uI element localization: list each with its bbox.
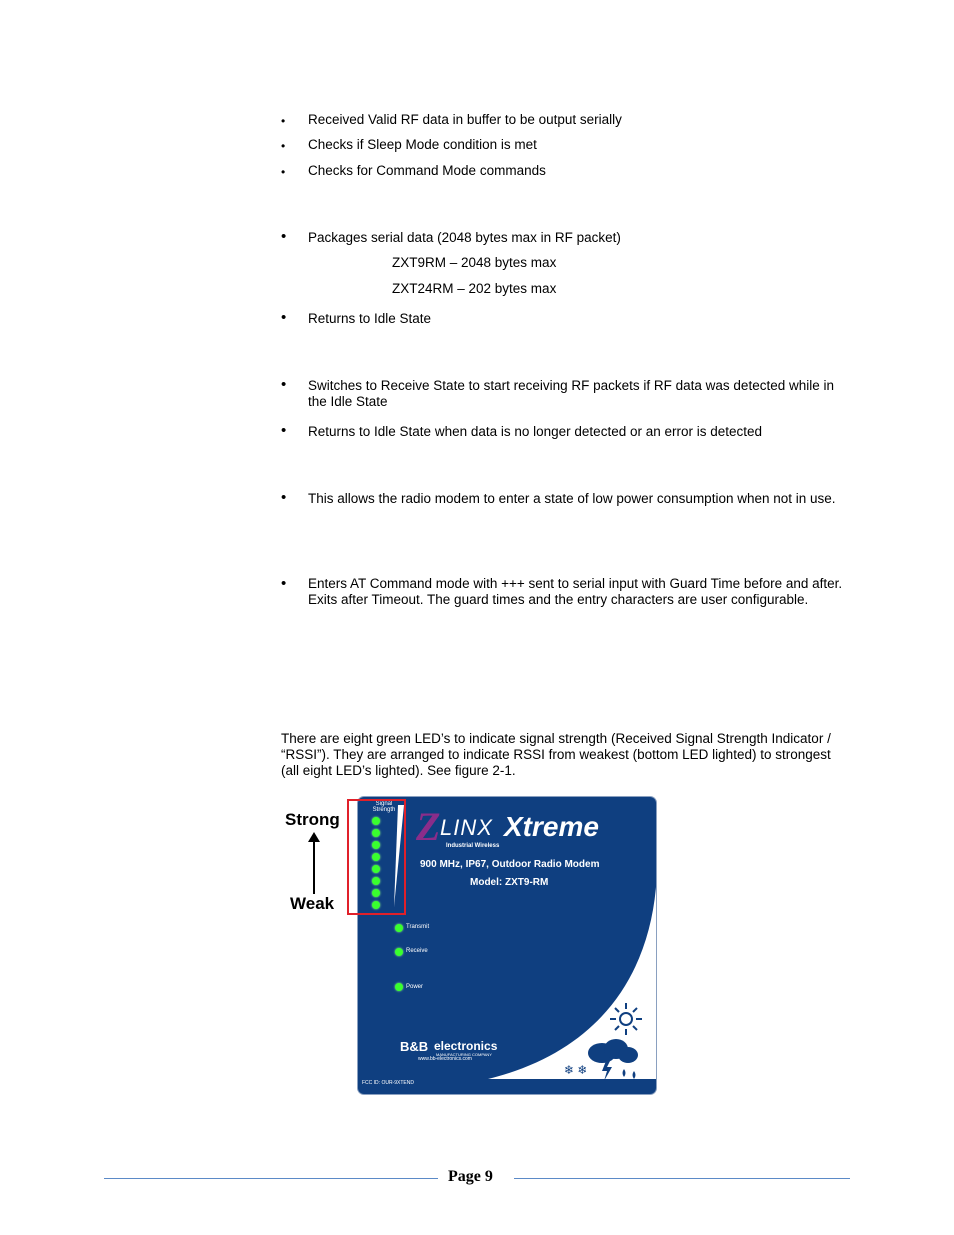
storm-cloud-icon bbox=[580, 1035, 644, 1083]
footer-rule-left bbox=[104, 1178, 438, 1179]
industrial-wireless-text: Industrial Wireless bbox=[446, 843, 500, 849]
bullet-marker: • bbox=[281, 489, 287, 506]
transmit-bullet-2: Returns to Idle State bbox=[308, 311, 432, 326]
sun-icon bbox=[608, 1001, 644, 1037]
transmit-sub-2: ZXT24RM – 202 bytes max bbox=[392, 281, 557, 296]
snowflake-icon: ❄ ❄ bbox=[564, 1063, 588, 1077]
bullet-marker: • bbox=[281, 422, 287, 439]
bullet-marker: • bbox=[281, 309, 287, 326]
idle-bullet-2: Checks if Sleep Mode condition is met bbox=[308, 137, 537, 152]
receive-led bbox=[395, 948, 403, 956]
strength-text: Strength bbox=[372, 807, 396, 813]
sleep-bullet-1: This allows the radio modem to enter a state of low power consumption when not in use. bbox=[308, 491, 836, 506]
idle-bullet-1: Received Valid RF data in buffer to be output serially bbox=[308, 112, 622, 127]
bullet-marker: • bbox=[281, 139, 286, 153]
transmit-bullet-1: Packages serial data (2048 bytes max in RF packet) bbox=[308, 230, 621, 245]
bullet-marker: • bbox=[281, 575, 287, 592]
power-led-label: Power bbox=[406, 984, 424, 990]
receive-bullet-2: Returns to Idle State when data is no longer detected or an error is detected bbox=[308, 424, 763, 439]
manufacturing-text: MANUFACTURING COMPANY bbox=[436, 1052, 492, 1057]
weak-label: Weak bbox=[290, 894, 335, 913]
bb-logo: B&B bbox=[400, 1039, 429, 1054]
brand-xtreme: Xtreme bbox=[504, 811, 599, 842]
page-number: Page 9 bbox=[448, 1168, 493, 1185]
arrow-up-icon bbox=[306, 832, 322, 896]
transmit-led bbox=[395, 924, 403, 932]
bullet-marker: • bbox=[281, 228, 287, 245]
fcc-id-text: FCC ID: OUR-9XTEND bbox=[362, 1080, 414, 1086]
bullet-marker: • bbox=[281, 114, 286, 128]
brand-z: Z bbox=[416, 804, 441, 849]
idle-bullet-3: Checks for Command Mode commands bbox=[308, 163, 546, 178]
model-line: Model: ZXT9-RM bbox=[470, 877, 549, 888]
receive-bullet-1: Switches to Receive State to start receiving RF packets if RF data was detected while in the Idle State bbox=[308, 378, 834, 409]
zlinx-xtreme-logo bbox=[416, 804, 646, 853]
brand-linx: LINX bbox=[440, 815, 493, 840]
website-text: www.bb-electronics.com bbox=[418, 1056, 472, 1062]
receive-led-label: Receive bbox=[406, 948, 428, 954]
command-bullet-1: Enters AT Command mode with +++ sent to serial input with Guard Time before and after. Exits after Timeout. The guard times and the entry characters are user configurable. bbox=[308, 576, 843, 607]
strong-label: Strong bbox=[285, 810, 340, 829]
rssi-paragraph: There are eight green LED’s to indicate signal strength (Received Signal Strength Indicator / “RSSI”). They are arranged to indicate RSSI from weakest (bottom LED lighted) to strongest (all eight LED’s lighted). See figure 2-1. bbox=[281, 731, 831, 778]
electronics-text: electronics bbox=[434, 1039, 498, 1053]
signal-text: Signal bbox=[375, 801, 393, 807]
transmit-led-label: Transmit bbox=[406, 924, 430, 930]
bullet-marker: • bbox=[281, 376, 287, 393]
transmit-sub-1: ZXT9RM – 2048 bytes max bbox=[392, 255, 557, 270]
footer-rule-right bbox=[514, 1178, 850, 1179]
power-led bbox=[395, 983, 403, 991]
product-line: 900 MHz, IP67, Outdoor Radio Modem bbox=[420, 859, 600, 870]
bullet-marker: • bbox=[281, 165, 286, 179]
signal-highlight-box bbox=[347, 799, 406, 915]
